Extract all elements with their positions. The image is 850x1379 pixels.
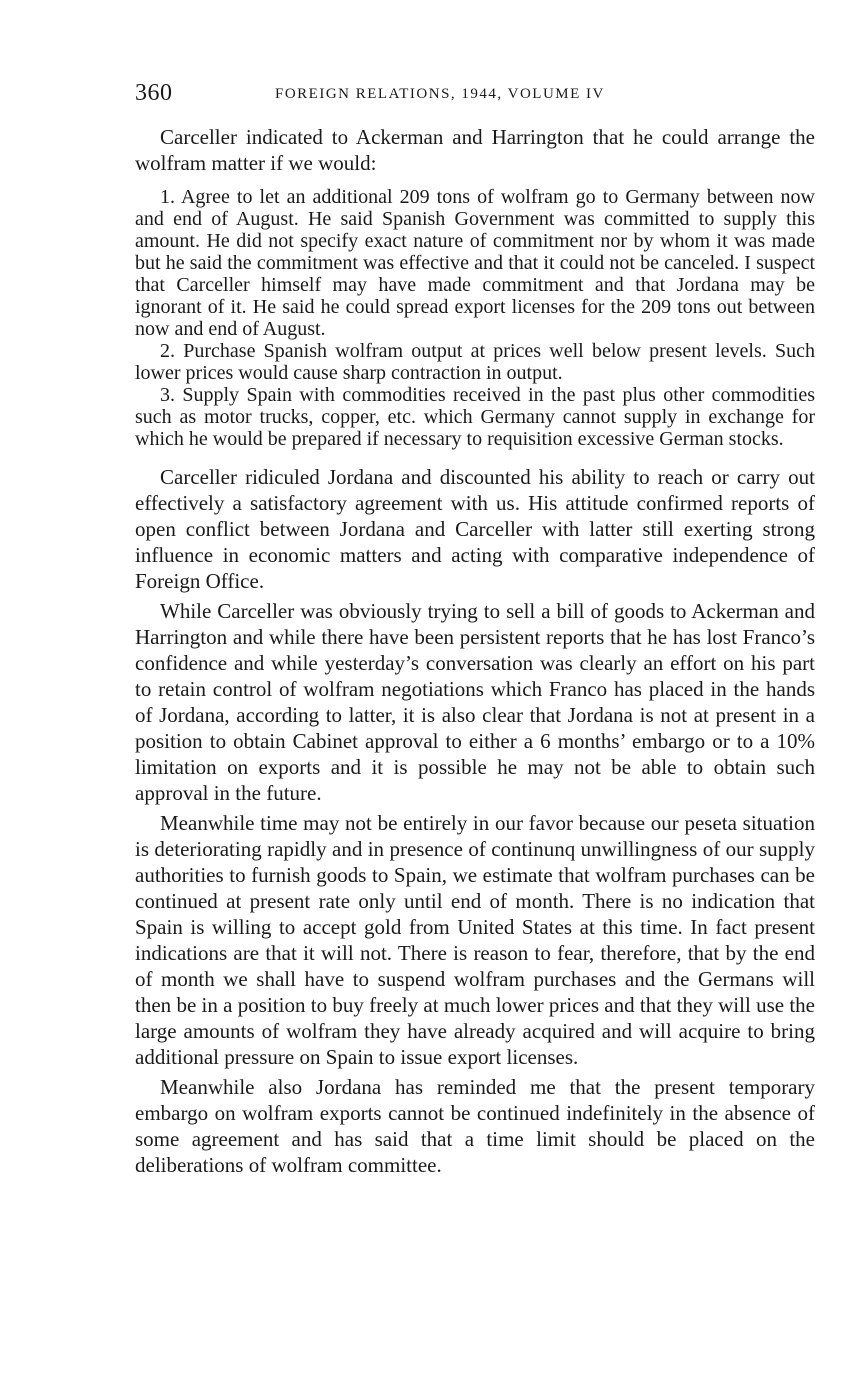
body-paragraph: While Carceller was obviously trying to sell a bill of goods to Ackerman and Harrington and while there have been persistent reports that he has lost Franco’s confidence and while yesterday’s conversation was clearly an effort on his part to retain control of wolfram negotiations which Franco has placed in the hands of Jordana, according to latter, it is also clear that Jordana is not at present in a position to obtain Cabinet approval to either a 6 months’ embargo or to a 10% limitation on exports and it is possible he may not be able to obtain such approval in the future. [135, 599, 815, 805]
body-paragraph: Carceller ridiculed Jordana and discounted his ability to reach or carry out effectively a satisfactory agreement with us. His attitude confirmed reports of open conflict between Jordana and Carceller with latter still exerting strong influence in economic matters and acting with comparative independence of Foreign Office. [135, 465, 815, 593]
list-item: 2. Purchase Spanish wolfram output at prices well below present levels. Such lower prices would cause sharp contraction in output. [135, 340, 815, 384]
numbered-list [135, 186, 815, 450]
list-item: 3. Supply Spain with commodities received in the past plus other commodities such as motor trucks, copper, etc. which Germany cannot supply in exchange for which he would be prepared if necessary to requisition excessive German stocks. [135, 384, 815, 450]
list-item: 1. Agree to let an additional 209 tons of wolfram go to Germany between now and end of August. He said Spanish Government was committed to supply this amount. He did not specify exact nature of commitment nor by whom it was made but he said the commitment was effective and that it could not be canceled. I suspect that Carceller himself may have made commitment and that Jordana may be ignorant of it. He said he could spread export licenses for the 209 tons out between now and end of August. [135, 186, 815, 340]
body-paragraph: Meanwhile time may not be entirely in our favor because our peseta situation is deteriorating rapidly and in presence of continunq unwillingness of our supply authorities to furnish goods to Spain, we estimate that wolfram purchases can be continued at present rate only until end of month. There is no indication that Spain is willing to accept gold from United States at this time. In fact present indications are that it will not. There is reason to fear, therefore, that by the end of month we shall have to suspend wolfram purchases and the Germans will then be in a position to buy freely at much lower prices and that they will use the large amounts of wolfram they have already acquired and will acquire to bring additional pressure on Spain to issue export licenses. [135, 811, 815, 1069]
running-head: FOREIGN RELATIONS, 1944, VOLUME IV [275, 86, 605, 102]
page-number: 360 [135, 80, 173, 106]
body-paragraph: Meanwhile also Jordana has reminded me that the present temporary embargo on wolfram exports cannot be continued indefinitely in the absence of some agreement and has said that a time limit should be placed on the deliberations of wolfram committee. [135, 1075, 815, 1177]
intro-paragraph: Carceller indicated to Ackerman and Harrington that he could arrange the wolfram matter if we would: [135, 125, 815, 175]
page-header [135, 80, 815, 110]
document-page [135, 80, 815, 1182]
